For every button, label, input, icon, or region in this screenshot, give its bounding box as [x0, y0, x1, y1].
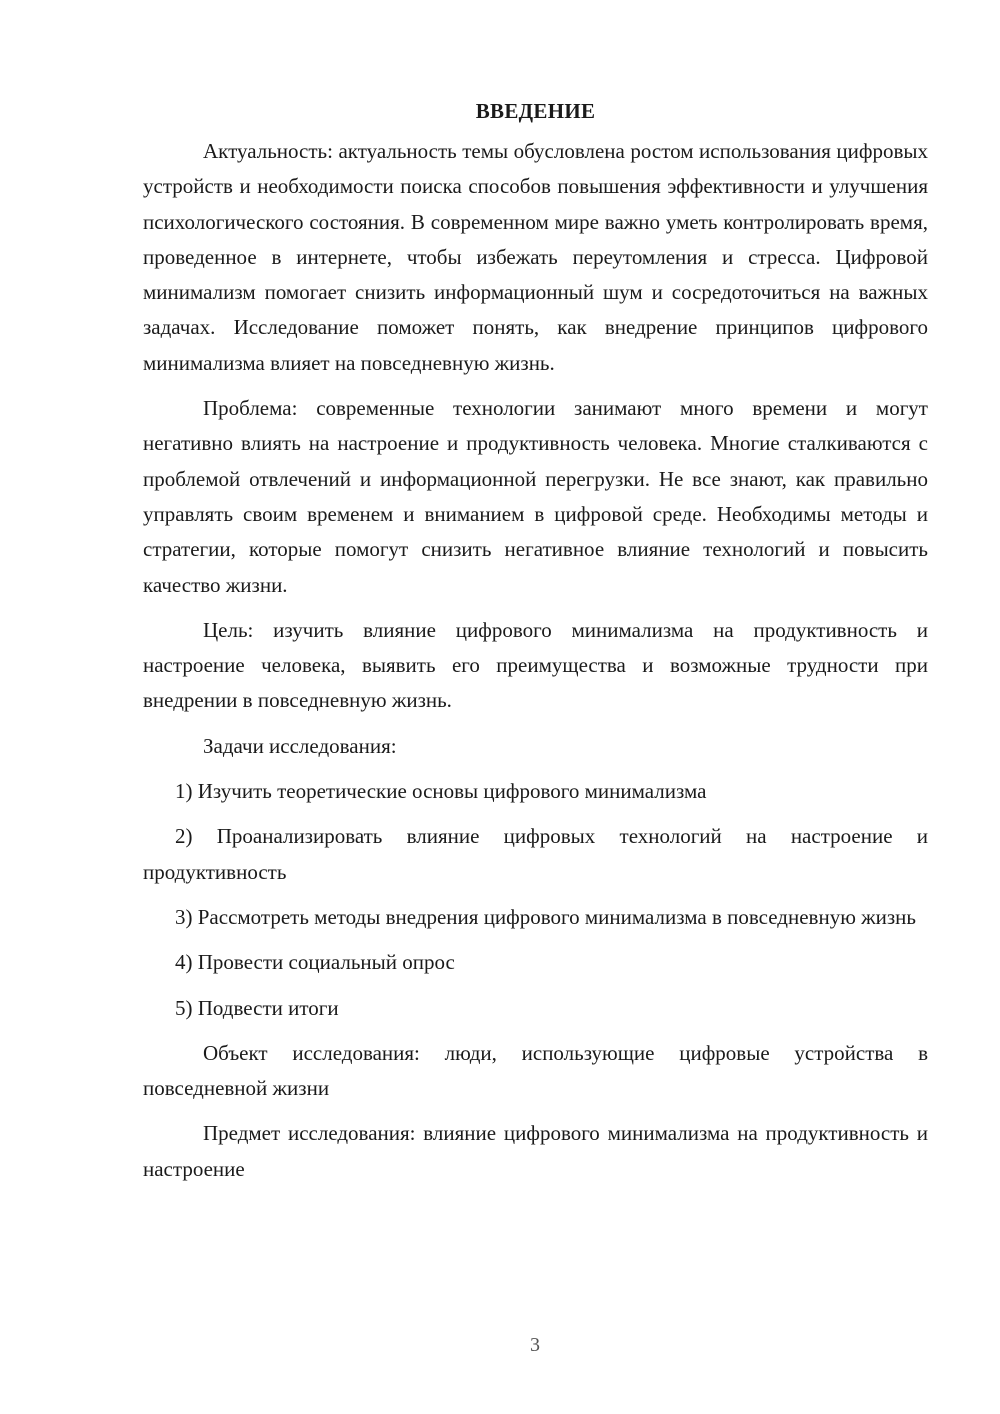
paragraph-object: Объект исследования: люди, использующие цифровые устройства в повседневной жизни — [143, 1040, 928, 1101]
document-page — [143, 96, 928, 1197]
paragraph-problem: Проблема: современные технологии занимают много времени и могут негативно влиять на настроение и продуктивность человека. Многие сталкиваются с проблемой отвлечений и информационной перегрузки. Не все знают, как правильно управлять своим временем и вниманием в цифровой среде. Необходимы методы и стратегии, которые помогут снизить негативное влияние технологий и повысить качество жизни. — [143, 396, 928, 597]
task-item-2: 2) Проанализировать влияние цифровых технологий на настроение и продуктивность — [143, 824, 928, 884]
tasks-heading: Задачи исследования: — [203, 733, 397, 758]
paragraph-subject: Предмет исследования: влияние цифрового минимализма на продуктивность и настроение — [143, 1121, 928, 1181]
section-title: ВВЕДЕНИЕ — [475, 99, 596, 123]
paragraph-relevance: Актуальность: актуальность темы обусловлена ростом использования цифровых устройств и необходимости поиска способов повышения эффективности и улучшения психологического состояния. В современном мире важно уметь контролировать время, проведенное в интернете, чтобы избежать переутомления и стресса. Цифровой минимализм помогает снизить информационный шум и сосредоточиться на важных задачах. Исследование поможет понять, как внедрение принципов цифрового минимализма влияет на повседневную жизнь. — [143, 139, 928, 375]
page-number: 3 — [530, 1334, 540, 1356]
paragraph-goal: Цель: изучить влияние цифрового минимализма на продуктивность и настроение человека, выявить его преимущества и возможные трудности при внедрении в повседневную жизнь. — [143, 617, 928, 713]
task-item-1: 1) Изучить теоретические основы цифрового минимализма — [175, 779, 707, 804]
task-item-3: 3) Рассмотреть методы внедрения цифрового минимализма в повседневную жизнь — [175, 904, 916, 929]
task-item-5: 5) Подвести итоги — [175, 995, 339, 1020]
task-item-4: 4) Провести социальный опрос — [175, 950, 455, 975]
